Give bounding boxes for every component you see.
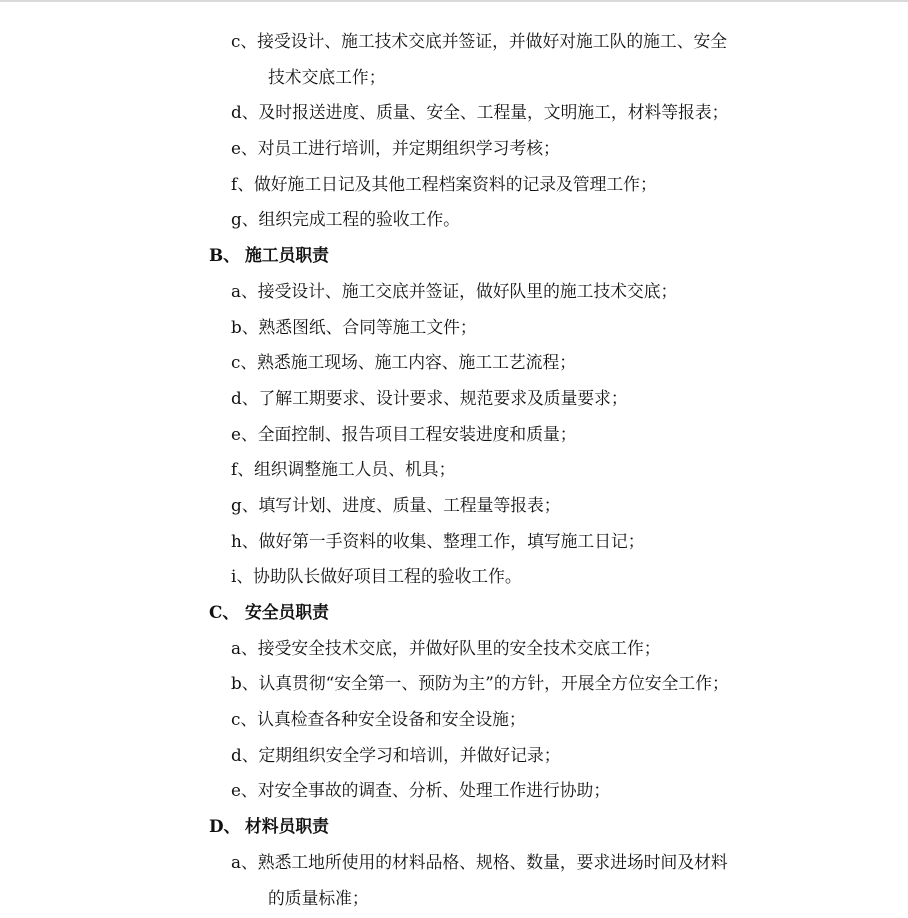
- section-title: 安全员职责: [245, 602, 329, 622]
- list-item: d、及时报送进度、质量、安全、工程量，文明施工，材料等报表；: [231, 102, 729, 123]
- list-item: b、认真贯彻“安全第一、预防为主”的方针，开展全方位安全工作；: [231, 673, 729, 694]
- document-body: [0, 24, 908, 916]
- list-item: d、定期组织安全学习和培训，并做好记录；: [231, 744, 561, 765]
- list-item: a、接受安全技术交底，并做好队里的安全技术交底工作；: [231, 637, 661, 658]
- list-item: i、协助队长做好项目工程的验收工作。: [231, 566, 522, 587]
- section-letter: B、: [209, 245, 240, 266]
- list-item-continuation: 的质量标准；: [268, 887, 369, 908]
- list-item: g、组织完成工程的验收工作。: [231, 209, 460, 230]
- list-item: f、做好施工日记及其他工程档案资料的记录及管理工作；: [231, 173, 657, 194]
- list-item: e、对员工进行培训，并定期组织学习考核；: [231, 138, 560, 159]
- list-item: c、接受设计、施工技术交底并签证，并做好对施工队的施工、安全: [231, 31, 728, 51]
- list-item: h、做好第一手资料的收集、整理工作，填写施工日记；: [231, 530, 645, 551]
- section-heading-b: [0, 238, 908, 274]
- section-letter: D、: [209, 816, 241, 837]
- list-item: d、了解工期要求、设计要求、规范要求及质量要求；: [231, 387, 628, 408]
- section-heading-d: [0, 809, 908, 845]
- list-item: g、填写计划、进度、质量、工程量等报表；: [231, 494, 561, 515]
- list-item: f、组织调整施工人员、机具；: [231, 459, 456, 480]
- section-title: 材料员职责: [245, 816, 329, 837]
- list-item: b、熟悉图纸、合同等施工文件；: [231, 316, 477, 337]
- list-item: e、对安全事故的调查、分析、处理工作进行协助；: [231, 780, 611, 801]
- list-item: c、熟悉施工现场、施工内容、施工工艺流程；: [231, 352, 577, 373]
- section-title: 施工员职责: [245, 245, 329, 266]
- list-item: e、全面控制、报告项目工程安装进度和质量；: [231, 423, 577, 444]
- list-item-continuation: 技术交底工作；: [268, 66, 386, 87]
- list-item: c、认真检查各种安全设备和安全设施；: [231, 709, 526, 730]
- list-item: a、接受设计、施工交底并签证，做好队里的施工技术交底；: [231, 280, 678, 301]
- section-letter: C、: [209, 602, 240, 622]
- page-top-border: [0, 0, 908, 2]
- list-item: a、熟悉工地所使用的材料品格、规格、数量，要求进场时间及材料: [231, 851, 728, 872]
- section-heading-c: [0, 595, 908, 631]
